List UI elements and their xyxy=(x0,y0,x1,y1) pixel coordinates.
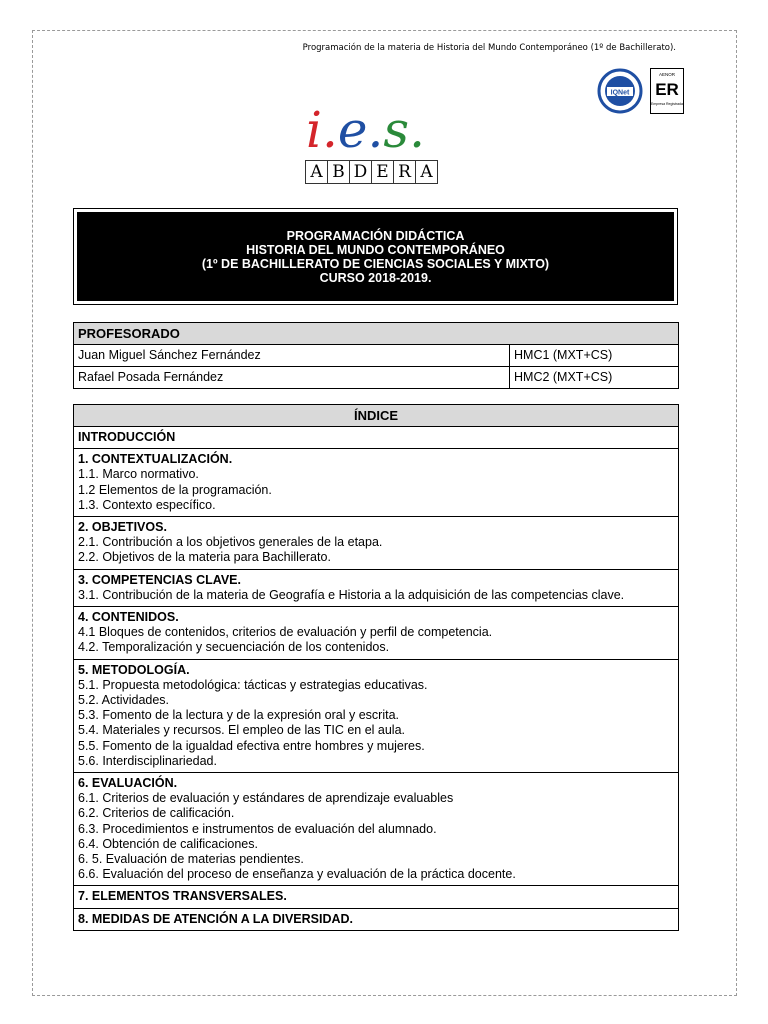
logo-tile: D xyxy=(349,160,372,184)
index-section xyxy=(74,773,679,886)
section-title: 8. MEDIDAS DE ATENCIÓN A LA DIVERSIDAD. xyxy=(78,911,354,926)
logo-dot: . xyxy=(367,101,384,159)
section-title: 4. CONTENIDOS. xyxy=(78,610,179,625)
iqnet-label: IQNet xyxy=(610,89,630,97)
section-title: 6. EVALUACIÓN. xyxy=(78,776,178,791)
section-item: 3.1. Contribución de la materia de Geografía e Historia a la adquisición de las competencias clave. xyxy=(78,587,625,602)
table-row xyxy=(74,367,679,389)
section-item: 6.2. Criterios de calificación. xyxy=(78,806,235,821)
logo-letter-i: i xyxy=(306,101,322,159)
section-title: 3. COMPETENCIAS CLAVE. xyxy=(78,572,241,587)
index-section xyxy=(74,427,679,449)
section-title: 2. OBJETIVOS. xyxy=(78,520,167,535)
teacher-name: Juan Miguel Sánchez Fernández xyxy=(74,345,510,367)
section-title: 7. ELEMENTOS TRANSVERSALES. xyxy=(78,889,287,904)
logo-tile: B xyxy=(327,160,350,184)
ies-wordmark xyxy=(306,102,446,158)
running-header: Programación de la materia de Historia del Mundo Contemporáneo (1º de Bachillerato). xyxy=(302,43,676,53)
teacher-group: HMC1 (MXT+CS) xyxy=(510,345,679,367)
section-item: 6.3. Procedimientos e instrumentos de evaluación del alumnado. xyxy=(78,821,437,836)
iqnet-certification-seal xyxy=(595,68,645,114)
aenor-label: AENOR xyxy=(658,72,676,77)
index-section xyxy=(74,886,679,908)
section-item: 2.2. Objetivos de la materia para Bachillerato. xyxy=(78,550,331,565)
index-section xyxy=(74,659,679,772)
index-section xyxy=(74,569,679,606)
section-title: 1. CONTEXTUALIZACIÓN. xyxy=(78,452,233,467)
index-section xyxy=(74,517,679,570)
document-title xyxy=(77,212,674,301)
section-item: 6.6. Evaluación del proceso de enseñanza y evaluación de la práctica docente. xyxy=(78,867,516,882)
section-item: 5.6. Interdisciplinariedad. xyxy=(78,753,217,768)
teachers-table xyxy=(73,322,679,389)
teachers-header: PROFESORADO xyxy=(74,323,679,345)
logo-tile: A xyxy=(415,160,438,184)
index-section xyxy=(74,908,679,930)
section-item: 1.3. Contexto específico. xyxy=(78,497,216,512)
section-item: 4.1 Bloques de contenidos, criterios de evaluación y perfil de competencia. xyxy=(78,625,493,640)
title-line: CURSO 2018-2019. xyxy=(319,271,432,285)
section-item: 5.2. Actividades. xyxy=(78,693,170,708)
logo-letter-s: s xyxy=(383,101,410,159)
teacher-group: HMC2 (MXT+CS) xyxy=(510,367,679,389)
logo-letter-e: e xyxy=(337,101,368,159)
school-logo xyxy=(306,102,446,186)
section-item: 1.1. Marco normativo. xyxy=(78,467,199,482)
aenor-sub: Empresa Registrada xyxy=(651,102,683,106)
section-item: 6.4. Obtención de calificaciones. xyxy=(78,836,258,851)
section-item: 5.1. Propuesta metodológica: tácticas y estrategias educativas. xyxy=(78,677,428,692)
section-item: 6.1. Criterios de evaluación y estándares de aprendizaje evaluables xyxy=(78,791,454,806)
document-title-box xyxy=(73,208,678,305)
aenor-certification-seal xyxy=(650,68,684,114)
title-line: (1º DE BACHILLERATO DE CIENCIAS SOCIALES Y MIXTO) xyxy=(201,257,550,271)
logo-tile: E xyxy=(371,160,394,184)
section-item: 4.2. Temporalización y secuenciación de los contenidos. xyxy=(78,640,390,655)
section-item: 1.2 Elementos de la programación. xyxy=(78,482,272,497)
index-table xyxy=(73,404,679,931)
section-title: 5. METODOLOGÍA. xyxy=(78,662,190,677)
teacher-name: Rafael Posada Fernández xyxy=(74,367,510,389)
section-item: 6. 5. Evaluación de materias pendientes. xyxy=(78,852,304,867)
school-name-tiles xyxy=(306,160,438,182)
index-section xyxy=(74,449,679,517)
logo-tile: R xyxy=(393,160,416,184)
table-row xyxy=(74,345,679,367)
logo-dot: . xyxy=(409,101,425,159)
title-line: HISTORIA DEL MUNDO CONTEMPORÁNEO xyxy=(246,243,505,257)
index-section xyxy=(74,607,679,660)
section-item: 5.3. Fomento de la lectura y de la expresión oral y escrita. xyxy=(78,708,399,723)
section-item: 5.5. Fomento de la igualdad efectiva entre hombres y mujeres. xyxy=(78,738,425,753)
title-line: PROGRAMACIÓN DIDÁCTICA xyxy=(286,229,465,243)
section-title: INTRODUCCIÓN xyxy=(78,430,176,444)
aenor-mark: ER xyxy=(655,80,679,99)
index-header: ÍNDICE xyxy=(74,405,679,427)
logo-tile: A xyxy=(305,160,328,184)
section-item: 5.4. Materiales y recursos. El empleo de las TIC en el aula. xyxy=(78,723,406,738)
section-item: 2.1. Contribución a los objetivos generales de la etapa. xyxy=(78,535,383,550)
logo-dot: . xyxy=(322,101,338,159)
